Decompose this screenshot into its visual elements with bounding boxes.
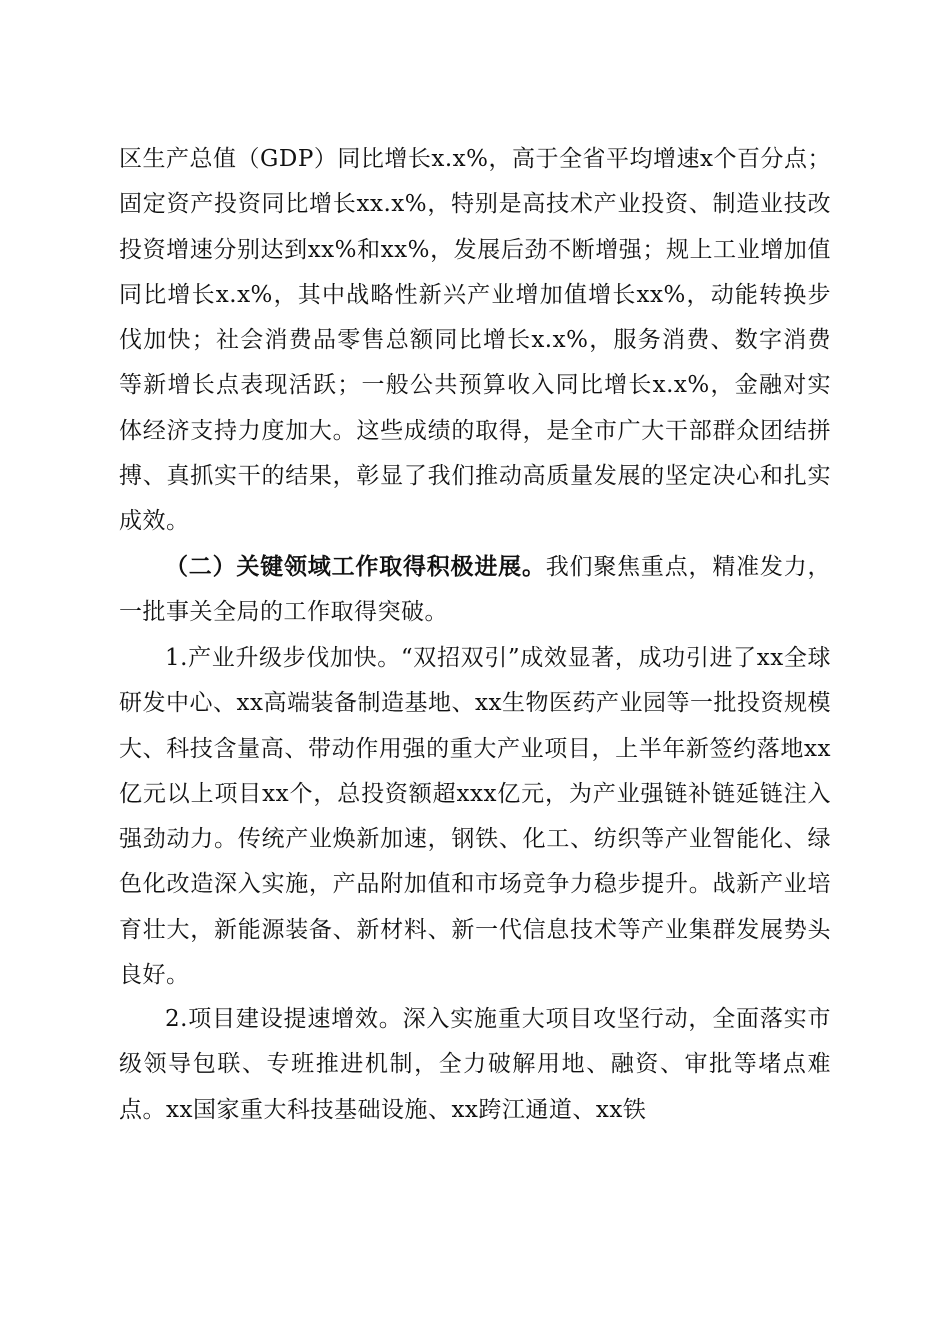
section-heading-key-areas: （二）关键领域工作取得积极进展。 [165, 554, 546, 580]
paragraph-key-areas-body: 我们聚焦重点，精准发力，一批事关全局的工作取得突破。 [119, 554, 832, 626]
paragraph-economic-indicators: 区生产总值（GDP）同比增长x.x%，高于全省平均增速x个百分点；固定资产投资同比增长xx.x%，特别是高技术产业投资、制造业技改投资增速分别达到xx%和xx%，发展后劲不断增强；规上工业增加值同比增长x.x%，其中战略性新兴产业增加值增长xx%，动能转换步伐加快；社会消费品零售总额同比增长x.x%，服务消费、数字消费等新增长点表现活跃；一般公共预算收入同比增长x.x%，金融对实体经济支持力度加大。这些成绩的取得，是全市广大干部群众团结拼搏、真抓实干的结果，彰显了我们推动高质量发展的坚定决心和扎实成效。 [119, 146, 831, 535]
paragraph-key-areas [119, 545, 831, 636]
paragraph-industrial-upgrade: 1.产业升级步伐加快。“双招双引”成效显著，成功引进了xx全球研发中心、xx高端装备制造基地、xx生物医药产业园等一批投资规模大、科技含量高、带动作用强的重大产业项目，上半年新签约落地xx亿元以上项目xx个，总投资额超xxx亿元，为产业强链补链延链注入强劲动力。传统产业焕新加速，钢铁、化工、纺织等产业智能化、绿色化改造深入实施，产品附加值和市场竞争力稳步提升。战新产业培育壮大，新能源装备、新材料、新一代信息技术等产业集群发展势头良好。 [119, 645, 831, 989]
paragraph-project-construction: 2.项目建设提速增效。深入实施重大项目攻坚行动，全面落实市级领导包联、专班推进机制，全力破解用地、融资、审批等堵点难点。xx国家重大科技基础设施、xx跨江通道、xx铁 [119, 1006, 831, 1123]
